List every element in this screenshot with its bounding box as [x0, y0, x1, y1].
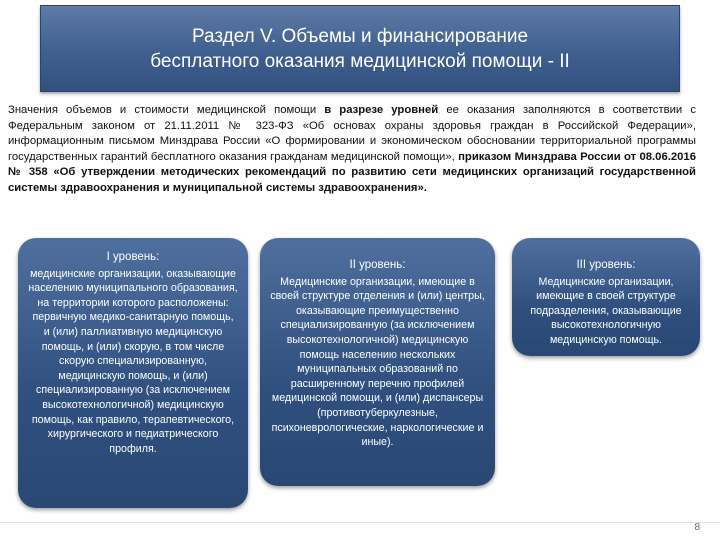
level-3-text: Медицинские организации, имеющие в своей структуре подразделения, оказывающие высокотехнологичную медицинскую помощь.	[530, 275, 682, 346]
intro-bold-2: приказом Минздрава России от 08.06.2016 № 358 «Об утверждении методических рекомендаций по развитию сети медицинских организаций государственной системы здравоохранения и муниципальной системы здравоохранения».	[8, 150, 696, 194]
slide-title-line-2: бесплатного оказания медицинской помощи - II	[150, 50, 570, 72]
level-3-title: III уровень:	[576, 259, 636, 271]
intro-text-2: ее оказания заполняются в соответствии с Федеральным законом от 21.11.2011 № 323-ФЗ «Об основах охраны здоровья граждан в Российской Федерации», информационным письмом Минздрава России «О формировании и экономическом обосновании территориальной программы государственных гарантий бесплатного оказания гражданам медицинской помощи»,	[8, 104, 696, 163]
slide-title-line-1: Раздел V. Объемы и финансирование	[191, 25, 529, 47]
level-2-card	[260, 238, 495, 486]
level-3-card	[512, 238, 700, 356]
level-2-text: Медицинские организации, имеющие в своей структуре отделения и (или) центры, оказывающие преимущественно специализированную (за исключением высокотехнологичной) медицинскую помощь населению нескольких муниципальных образований по расширенному перечню профилей медицинской помощи, и (или) диспансеры (противотуберкулезные, психоневрологические, наркологические и иные).	[270, 275, 485, 449]
intro-bold-1: в разрезе уровней	[324, 104, 439, 116]
level-1-text: медицинские организации, оказывающие населению муниципального образования, на территории которого расположены: первичную медико-санитарную помощь, и (или) паллиативную медицинскую помощь, и (или) скорую, в том числе скорую специализированную, медицинскую помощь, и (или) специализированную (за исключением высокотехнологичной) медицинскую помощь, как правило, терапевтического, хирургического и педиатрического профиля.	[28, 267, 238, 455]
intro-text-1: Значения объемов и стоимости медицинской помощи	[8, 104, 325, 116]
level-1-card	[18, 238, 248, 508]
level-2-title: II уровень:	[349, 259, 406, 271]
page-number: 8	[694, 522, 700, 533]
slide-title-banner	[40, 5, 680, 92]
level-1-title: I уровень:	[106, 251, 160, 263]
footer-divider	[0, 522, 720, 523]
intro-paragraph	[8, 103, 696, 197]
